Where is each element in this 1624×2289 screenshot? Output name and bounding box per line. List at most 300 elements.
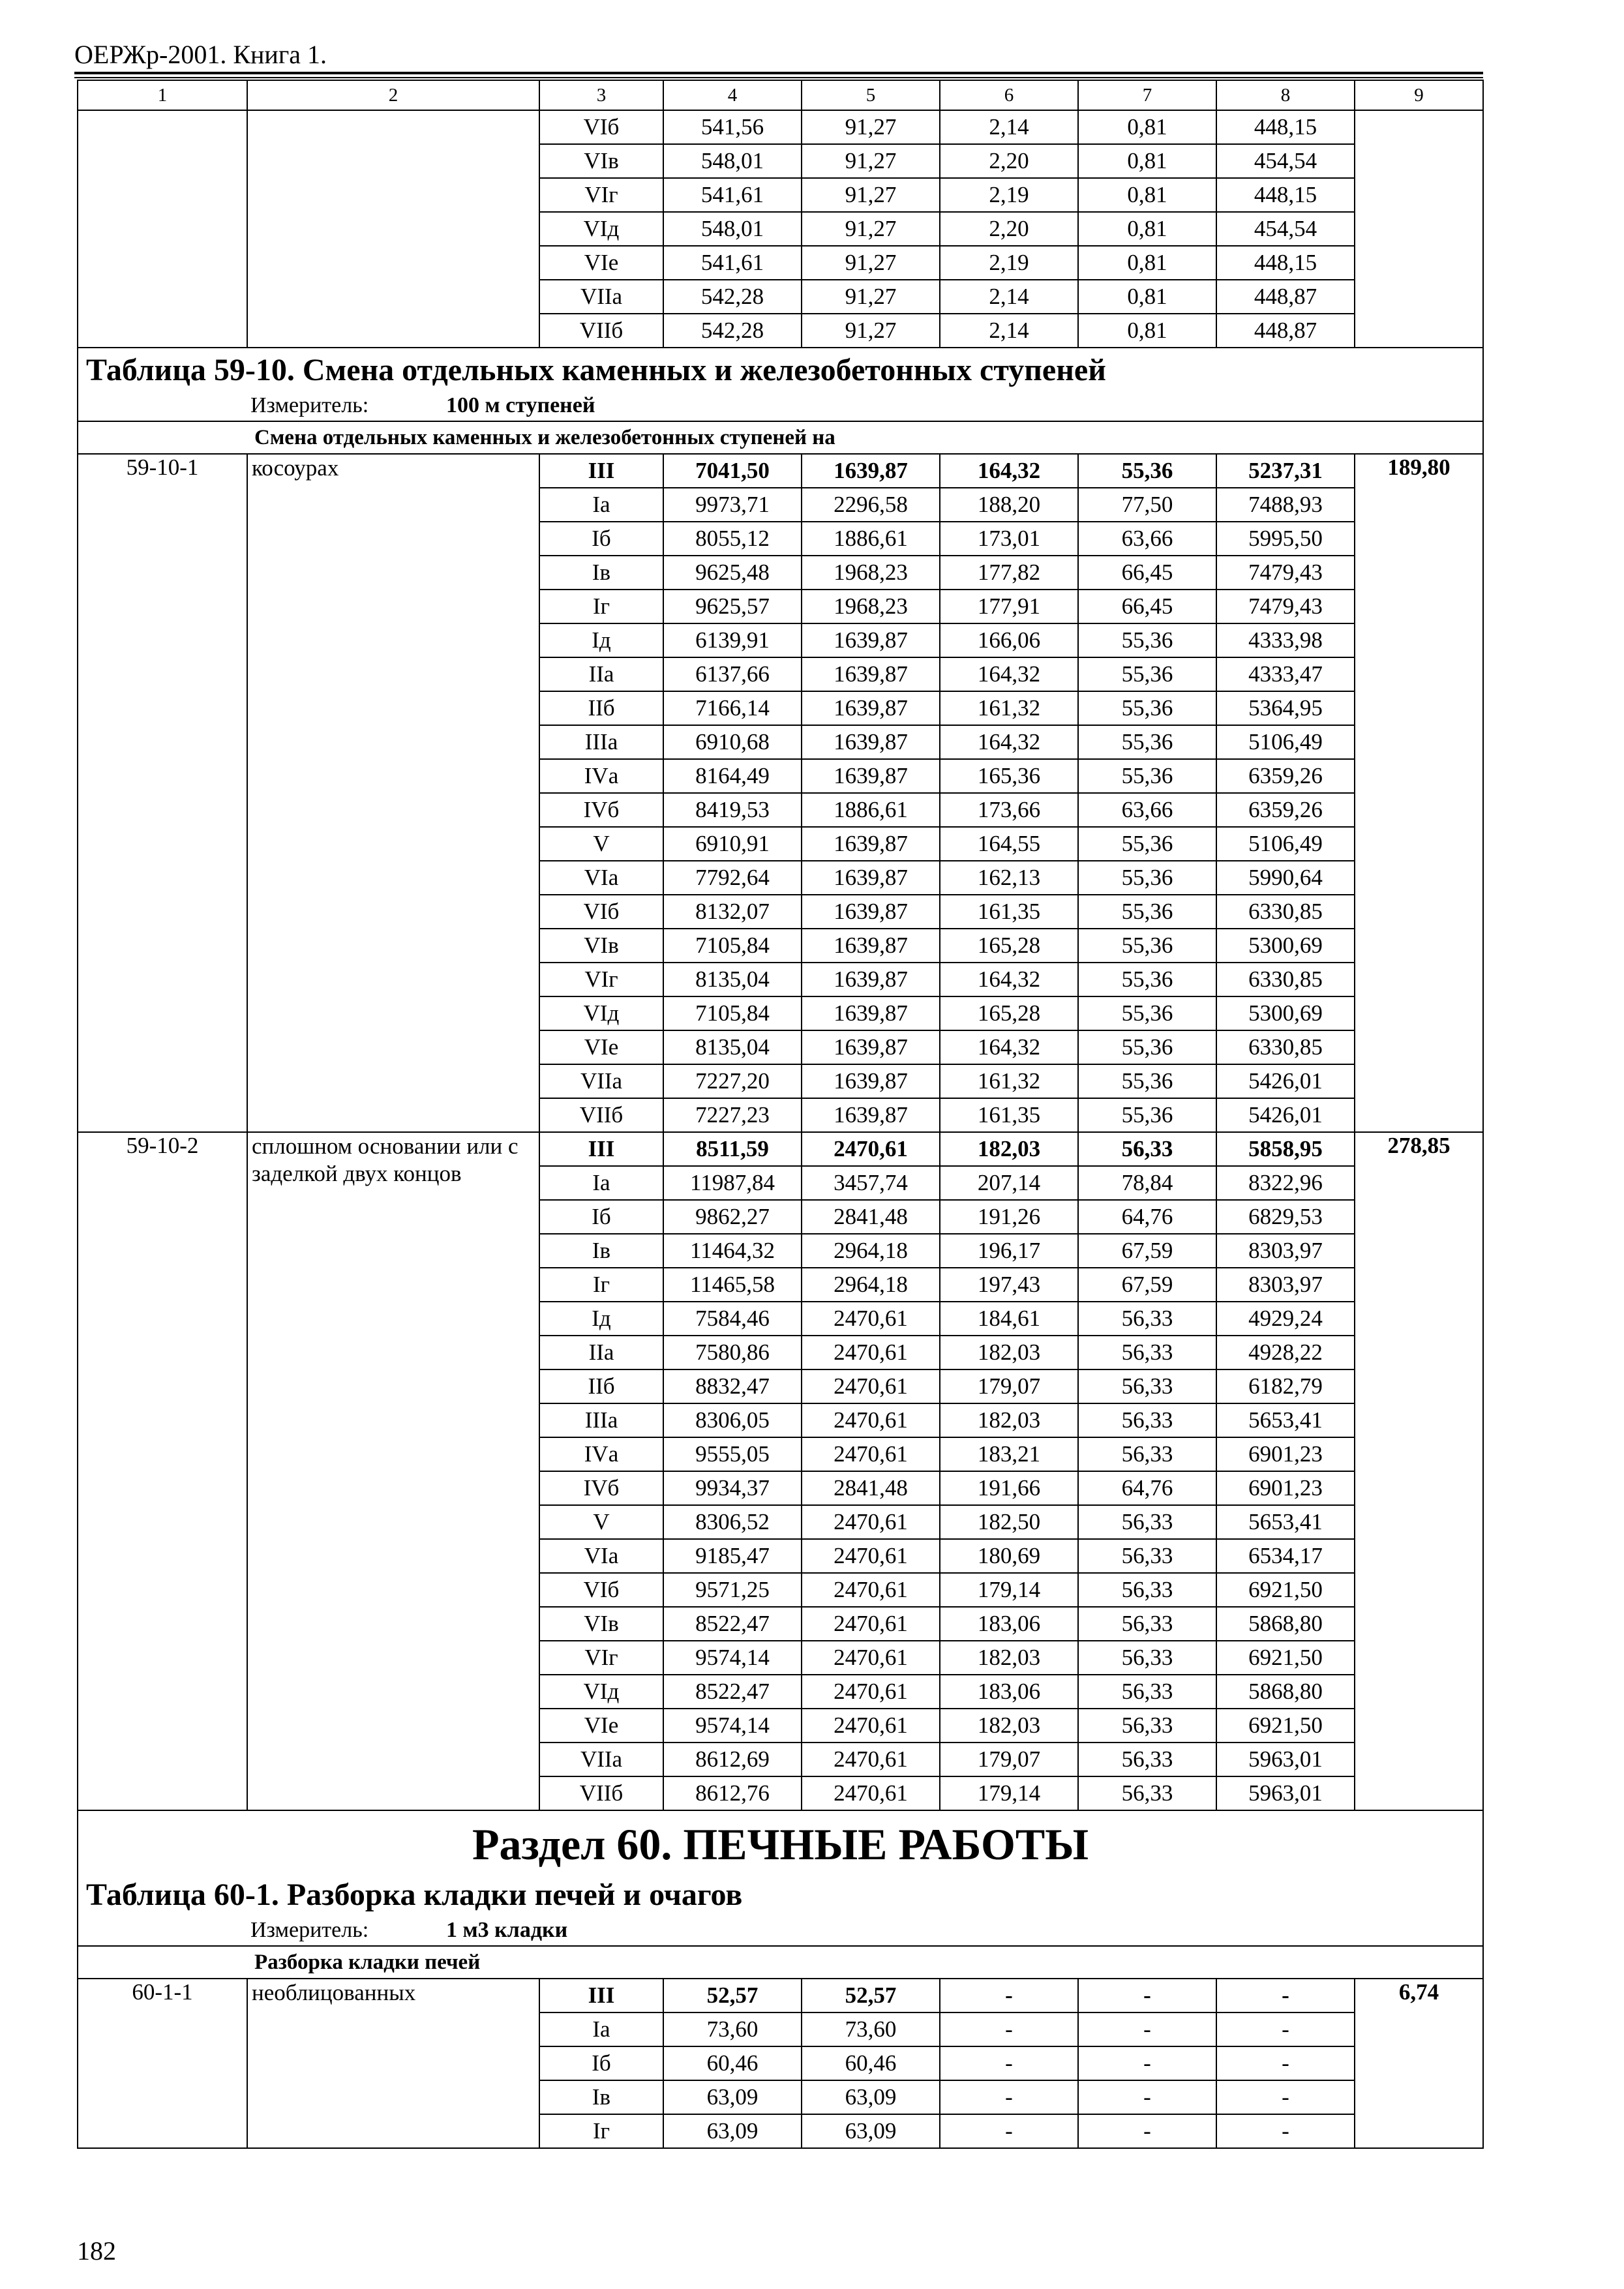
value-cell: 0,81 bbox=[1078, 246, 1216, 280]
value-cell: 2,14 bbox=[940, 110, 1078, 144]
value-cell: 9185,47 bbox=[663, 1539, 802, 1573]
value-cell: 2470,61 bbox=[802, 1641, 940, 1675]
value-cell: 448,87 bbox=[1216, 280, 1355, 314]
region-cell: IIб bbox=[539, 1369, 663, 1403]
region-cell: VIIа bbox=[539, 1064, 663, 1098]
region-cell: Iд bbox=[539, 1302, 663, 1336]
value-cell: 6534,17 bbox=[1216, 1539, 1355, 1573]
table-row bbox=[78, 454, 1483, 488]
value-cell: 6910,68 bbox=[663, 725, 802, 759]
value-cell: 56,33 bbox=[1078, 1709, 1216, 1743]
value-cell: 9973,71 bbox=[663, 488, 802, 522]
value-cell: 179,14 bbox=[940, 1776, 1078, 1810]
value-cell: 63,09 bbox=[802, 2114, 940, 2148]
region-cell: Iг bbox=[539, 590, 663, 623]
page-header: ОЕРЖр-2001. Книга 1. bbox=[74, 40, 327, 69]
value-cell: 7792,64 bbox=[663, 861, 802, 895]
value-cell: 1639,87 bbox=[802, 1098, 940, 1132]
value-cell: 8164,49 bbox=[663, 759, 802, 793]
region-cell: IIа bbox=[539, 657, 663, 691]
value-cell: 164,32 bbox=[940, 454, 1078, 488]
region-cell: VIд bbox=[539, 212, 663, 246]
value-cell: 5868,80 bbox=[1216, 1675, 1355, 1709]
value-cell: 8522,47 bbox=[663, 1675, 802, 1709]
value-cell: 7580,86 bbox=[663, 1336, 802, 1369]
value-cell: 55,36 bbox=[1078, 1064, 1216, 1098]
region-cell: VIе bbox=[539, 246, 663, 280]
value-cell: 6330,85 bbox=[1216, 963, 1355, 996]
value-cell: 5995,50 bbox=[1216, 522, 1355, 556]
subheading-row bbox=[78, 421, 1483, 454]
value-cell: 73,60 bbox=[802, 2012, 940, 2046]
region-cell: Iг bbox=[539, 2114, 663, 2148]
table-title-row bbox=[78, 348, 1483, 421]
value-cell: 6829,53 bbox=[1216, 1200, 1355, 1234]
value-cell: 182,50 bbox=[940, 1505, 1078, 1539]
region-cell: VIа bbox=[539, 861, 663, 895]
value-cell: 184,61 bbox=[940, 1302, 1078, 1336]
value-cell: 1886,61 bbox=[802, 793, 940, 827]
value-cell: 66,45 bbox=[1078, 590, 1216, 623]
value-cell: 55,36 bbox=[1078, 861, 1216, 895]
value-cell: 56,33 bbox=[1078, 1641, 1216, 1675]
item-code: 59-10-1 bbox=[78, 454, 247, 1132]
value-cell: 454,54 bbox=[1216, 212, 1355, 246]
value-cell: 9625,48 bbox=[663, 556, 802, 590]
value-cell: 548,01 bbox=[663, 144, 802, 178]
value-cell: 5858,95 bbox=[1216, 1132, 1355, 1166]
item-total: 278,85 bbox=[1355, 1132, 1483, 1810]
region-cell: VIе bbox=[539, 1709, 663, 1743]
value-cell: 8612,69 bbox=[663, 1743, 802, 1776]
region-cell: Iб bbox=[539, 1200, 663, 1234]
region-cell: III bbox=[539, 454, 663, 488]
value-cell: 7479,43 bbox=[1216, 556, 1355, 590]
value-cell: 5653,41 bbox=[1216, 1505, 1355, 1539]
value-cell: 5990,64 bbox=[1216, 861, 1355, 895]
region-cell: IIIа bbox=[539, 1403, 663, 1437]
measure-label: Измеритель: bbox=[250, 393, 369, 417]
value-cell: - bbox=[1078, 1979, 1216, 2012]
region-cell: VIIб bbox=[539, 1098, 663, 1132]
region-cell: IVа bbox=[539, 1437, 663, 1471]
region-cell: IVб bbox=[539, 793, 663, 827]
value-cell: 5106,49 bbox=[1216, 827, 1355, 861]
value-cell: 55,36 bbox=[1078, 963, 1216, 996]
measure-line bbox=[78, 1915, 1482, 1945]
value-cell: 9625,57 bbox=[663, 590, 802, 623]
value-cell: 2470,61 bbox=[802, 1302, 940, 1336]
value-cell: 179,07 bbox=[940, 1743, 1078, 1776]
value-cell: 164,55 bbox=[940, 827, 1078, 861]
value-cell: 67,59 bbox=[1078, 1234, 1216, 1268]
value-cell: 182,03 bbox=[940, 1641, 1078, 1675]
region-cell: Iв bbox=[539, 2080, 663, 2114]
measure-unit: 100 м ступеней bbox=[446, 393, 595, 417]
empty-total-cell bbox=[1355, 110, 1483, 348]
value-cell: 162,13 bbox=[940, 861, 1078, 895]
value-cell: 56,33 bbox=[1078, 1336, 1216, 1369]
value-cell: 6137,66 bbox=[663, 657, 802, 691]
value-cell: 2964,18 bbox=[802, 1268, 940, 1302]
value-cell: 56,33 bbox=[1078, 1369, 1216, 1403]
value-cell: 56,33 bbox=[1078, 1505, 1216, 1539]
value-cell: 197,43 bbox=[940, 1268, 1078, 1302]
value-cell: 182,03 bbox=[940, 1336, 1078, 1369]
value-cell: 1639,87 bbox=[802, 895, 940, 929]
empty-name-cell bbox=[247, 110, 539, 348]
value-cell: 8612,76 bbox=[663, 1776, 802, 1810]
table-title: Таблица 60-1. Разборка кладки печей и очагов bbox=[86, 1878, 743, 1912]
value-cell: 6901,23 bbox=[1216, 1437, 1355, 1471]
value-cell: 2,19 bbox=[940, 246, 1078, 280]
value-cell: 3457,74 bbox=[802, 1166, 940, 1200]
value-cell: - bbox=[1216, 2012, 1355, 2046]
value-cell: 9571,25 bbox=[663, 1573, 802, 1607]
value-cell: 1639,87 bbox=[802, 623, 940, 657]
value-cell: 2470,61 bbox=[802, 1437, 940, 1471]
value-cell: 0,81 bbox=[1078, 314, 1216, 348]
value-cell: 173,66 bbox=[940, 793, 1078, 827]
value-cell: 5426,01 bbox=[1216, 1064, 1355, 1098]
value-cell: 7105,84 bbox=[663, 929, 802, 963]
region-cell: VIд bbox=[539, 996, 663, 1030]
value-cell: 161,35 bbox=[940, 1098, 1078, 1132]
value-cell: 164,32 bbox=[940, 963, 1078, 996]
value-cell: 4333,47 bbox=[1216, 657, 1355, 691]
value-cell: 56,33 bbox=[1078, 1437, 1216, 1471]
value-cell: - bbox=[1216, 2046, 1355, 2080]
column-numbers-row bbox=[78, 80, 1483, 110]
region-cell: VIIб bbox=[539, 314, 663, 348]
value-cell: 5106,49 bbox=[1216, 725, 1355, 759]
value-cell: 9555,05 bbox=[663, 1437, 802, 1471]
value-cell: 7227,20 bbox=[663, 1064, 802, 1098]
value-cell: 1968,23 bbox=[802, 556, 940, 590]
table-title: Таблица 59-10. Смена отдельных каменных и железобетонных ступеней bbox=[86, 353, 1106, 387]
value-cell: 179,07 bbox=[940, 1369, 1078, 1403]
item-code: 60-1-1 bbox=[78, 1979, 247, 2148]
value-cell: 1639,87 bbox=[802, 861, 940, 895]
region-cell: Iв bbox=[539, 1234, 663, 1268]
value-cell: 542,28 bbox=[663, 314, 802, 348]
value-cell: 7041,50 bbox=[663, 454, 802, 488]
region-cell: VIв bbox=[539, 1607, 663, 1641]
value-cell: 541,56 bbox=[663, 110, 802, 144]
value-cell: 55,36 bbox=[1078, 725, 1216, 759]
value-cell: 64,76 bbox=[1078, 1471, 1216, 1505]
value-cell: 60,46 bbox=[802, 2046, 940, 2080]
value-cell: 6921,50 bbox=[1216, 1709, 1355, 1743]
value-cell: - bbox=[1216, 2114, 1355, 2148]
value-cell: 91,27 bbox=[802, 314, 940, 348]
region-cell: VIб bbox=[539, 1573, 663, 1607]
value-cell: - bbox=[940, 2080, 1078, 2114]
value-cell: 91,27 bbox=[802, 178, 940, 212]
value-cell: 91,27 bbox=[802, 144, 940, 178]
value-cell: 63,66 bbox=[1078, 793, 1216, 827]
value-cell: 5300,69 bbox=[1216, 996, 1355, 1030]
region-cell: IIа bbox=[539, 1336, 663, 1369]
rates-table bbox=[77, 80, 1484, 2149]
value-cell: 2841,48 bbox=[802, 1200, 940, 1234]
header-rule bbox=[74, 72, 1483, 74]
value-cell: 2,14 bbox=[940, 314, 1078, 348]
value-cell: - bbox=[1078, 2080, 1216, 2114]
value-cell: 56,33 bbox=[1078, 1539, 1216, 1573]
item-name: необлицованных bbox=[247, 1979, 539, 2148]
region-cell: IVа bbox=[539, 759, 663, 793]
value-cell: 8303,97 bbox=[1216, 1234, 1355, 1268]
value-cell: 6910,91 bbox=[663, 827, 802, 861]
value-cell: 55,36 bbox=[1078, 1098, 1216, 1132]
value-cell: 541,61 bbox=[663, 178, 802, 212]
region-cell: VIв bbox=[539, 144, 663, 178]
item-code: 59-10-2 bbox=[78, 1132, 247, 1810]
region-cell: Iб bbox=[539, 2046, 663, 2080]
empty-code-cell bbox=[78, 110, 247, 348]
value-cell: 91,27 bbox=[802, 246, 940, 280]
region-cell: V bbox=[539, 1505, 663, 1539]
region-cell: Iг bbox=[539, 1268, 663, 1302]
value-cell: 91,27 bbox=[802, 110, 940, 144]
value-cell: 454,54 bbox=[1216, 144, 1355, 178]
value-cell: 2841,48 bbox=[802, 1471, 940, 1505]
value-cell: 180,69 bbox=[940, 1539, 1078, 1573]
value-cell: 165,28 bbox=[940, 996, 1078, 1030]
value-cell: 11464,32 bbox=[663, 1234, 802, 1268]
value-cell: 55,36 bbox=[1078, 623, 1216, 657]
measure-label: Измеритель: bbox=[250, 1918, 369, 1942]
value-cell: 182,03 bbox=[940, 1403, 1078, 1437]
value-cell: 6359,26 bbox=[1216, 759, 1355, 793]
column-number: 4 bbox=[663, 80, 802, 110]
region-cell: V bbox=[539, 827, 663, 861]
value-cell: 5963,01 bbox=[1216, 1776, 1355, 1810]
value-cell: - bbox=[940, 2046, 1078, 2080]
value-cell: 8303,97 bbox=[1216, 1268, 1355, 1302]
value-cell: 5300,69 bbox=[1216, 929, 1355, 963]
value-cell: 55,36 bbox=[1078, 996, 1216, 1030]
value-cell: 1886,61 bbox=[802, 522, 940, 556]
value-cell: 7166,14 bbox=[663, 691, 802, 725]
value-cell: 183,06 bbox=[940, 1675, 1078, 1709]
region-cell: VIIа bbox=[539, 1743, 663, 1776]
item-name: сплошном основании или с заделкой двух концов bbox=[247, 1132, 539, 1810]
value-cell: 8135,04 bbox=[663, 1030, 802, 1064]
value-cell: 63,66 bbox=[1078, 522, 1216, 556]
value-cell: 6921,50 bbox=[1216, 1573, 1355, 1607]
region-cell: IIб bbox=[539, 691, 663, 725]
value-cell: 2470,61 bbox=[802, 1607, 940, 1641]
value-cell: 56,33 bbox=[1078, 1607, 1216, 1641]
value-cell: 6330,85 bbox=[1216, 1030, 1355, 1064]
value-cell: 2,19 bbox=[940, 178, 1078, 212]
region-cell: VIг bbox=[539, 963, 663, 996]
value-cell: 56,33 bbox=[1078, 1675, 1216, 1709]
region-cell: VIг bbox=[539, 1641, 663, 1675]
value-cell: 2296,58 bbox=[802, 488, 940, 522]
column-number: 2 bbox=[247, 80, 539, 110]
page-number: 182 bbox=[77, 2236, 116, 2266]
column-number: 3 bbox=[539, 80, 663, 110]
region-cell: III bbox=[539, 1132, 663, 1166]
value-cell: 196,17 bbox=[940, 1234, 1078, 1268]
value-cell: 2470,61 bbox=[802, 1132, 940, 1166]
value-cell: 541,61 bbox=[663, 246, 802, 280]
value-cell: - bbox=[1078, 2046, 1216, 2080]
value-cell: 8419,53 bbox=[663, 793, 802, 827]
value-cell: 5426,01 bbox=[1216, 1098, 1355, 1132]
region-cell: VIIб bbox=[539, 1776, 663, 1810]
table-title-row bbox=[78, 1810, 1483, 1946]
region-cell: VIа bbox=[539, 1539, 663, 1573]
value-cell: 1639,87 bbox=[802, 1030, 940, 1064]
column-number: 6 bbox=[940, 80, 1078, 110]
subheading: Смена отдельных каменных и железобетонных ступеней на bbox=[78, 421, 1483, 454]
value-cell: 183,06 bbox=[940, 1607, 1078, 1641]
region-cell: Iд bbox=[539, 623, 663, 657]
value-cell: 6901,23 bbox=[1216, 1471, 1355, 1505]
region-cell: III bbox=[539, 1979, 663, 2012]
value-cell: 11987,84 bbox=[663, 1166, 802, 1200]
value-cell: 188,20 bbox=[940, 488, 1078, 522]
value-cell: 2470,61 bbox=[802, 1539, 940, 1573]
item-total: 6,74 bbox=[1355, 1979, 1483, 2148]
value-cell: 8522,47 bbox=[663, 1607, 802, 1641]
region-cell: Iа bbox=[539, 488, 663, 522]
value-cell: 78,84 bbox=[1078, 1166, 1216, 1200]
value-cell: 2470,61 bbox=[802, 1675, 940, 1709]
value-cell: - bbox=[1078, 2012, 1216, 2046]
value-cell: 1968,23 bbox=[802, 590, 940, 623]
value-cell: 67,59 bbox=[1078, 1268, 1216, 1302]
value-cell: 165,36 bbox=[940, 759, 1078, 793]
column-number: 7 bbox=[1078, 80, 1216, 110]
value-cell: 56,33 bbox=[1078, 1743, 1216, 1776]
value-cell: 177,91 bbox=[940, 590, 1078, 623]
value-cell: 1639,87 bbox=[802, 929, 940, 963]
subheading: Разборка кладки печей bbox=[78, 1946, 1483, 1979]
value-cell: 191,66 bbox=[940, 1471, 1078, 1505]
item-name: косоурах bbox=[247, 454, 539, 1132]
value-cell: 448,15 bbox=[1216, 178, 1355, 212]
measure-unit: 1 м3 кладки bbox=[446, 1918, 568, 1942]
value-cell: 161,35 bbox=[940, 895, 1078, 929]
value-cell: 2470,61 bbox=[802, 1573, 940, 1607]
value-cell: 0,81 bbox=[1078, 178, 1216, 212]
value-cell: 2470,61 bbox=[802, 1743, 940, 1776]
value-cell: 8306,52 bbox=[663, 1505, 802, 1539]
value-cell: 182,03 bbox=[940, 1132, 1078, 1166]
value-cell: 182,03 bbox=[940, 1709, 1078, 1743]
value-cell: 5868,80 bbox=[1216, 1607, 1355, 1641]
value-cell: 66,45 bbox=[1078, 556, 1216, 590]
value-cell: 6139,91 bbox=[663, 623, 802, 657]
value-cell: 7488,93 bbox=[1216, 488, 1355, 522]
value-cell: 5653,41 bbox=[1216, 1403, 1355, 1437]
value-cell: 8306,05 bbox=[663, 1403, 802, 1437]
value-cell: 56,33 bbox=[1078, 1403, 1216, 1437]
region-cell: IVб bbox=[539, 1471, 663, 1505]
value-cell: 6359,26 bbox=[1216, 793, 1355, 827]
region-cell: Iа bbox=[539, 1166, 663, 1200]
column-number: 5 bbox=[802, 80, 940, 110]
table-title-cell bbox=[78, 348, 1483, 421]
value-cell: 8132,07 bbox=[663, 895, 802, 929]
value-cell: 2470,61 bbox=[802, 1776, 940, 1810]
value-cell: 448,87 bbox=[1216, 314, 1355, 348]
value-cell: 1639,87 bbox=[802, 657, 940, 691]
value-cell: 64,76 bbox=[1078, 1200, 1216, 1234]
region-cell: Iа bbox=[539, 2012, 663, 2046]
value-cell: 173,01 bbox=[940, 522, 1078, 556]
value-cell: 1639,87 bbox=[802, 963, 940, 996]
value-cell: 207,14 bbox=[940, 1166, 1078, 1200]
value-cell: 448,15 bbox=[1216, 110, 1355, 144]
region-cell: VIв bbox=[539, 929, 663, 963]
table-row bbox=[78, 1132, 1483, 1166]
region-cell: IIIа bbox=[539, 725, 663, 759]
value-cell: 1639,87 bbox=[802, 691, 940, 725]
region-cell: Iб bbox=[539, 522, 663, 556]
value-cell: 55,36 bbox=[1078, 827, 1216, 861]
value-cell: 55,36 bbox=[1078, 454, 1216, 488]
region-cell: VIе bbox=[539, 1030, 663, 1064]
value-cell: 1639,87 bbox=[802, 1064, 940, 1098]
value-cell: 1639,87 bbox=[802, 827, 940, 861]
table-row bbox=[78, 110, 1483, 144]
value-cell: 9574,14 bbox=[663, 1709, 802, 1743]
region-cell: VIIа bbox=[539, 280, 663, 314]
value-cell: 55,36 bbox=[1078, 691, 1216, 725]
value-cell: 52,57 bbox=[663, 1979, 802, 2012]
value-cell: 8055,12 bbox=[663, 522, 802, 556]
column-number: 9 bbox=[1355, 80, 1483, 110]
value-cell: 7479,43 bbox=[1216, 590, 1355, 623]
value-cell: 1639,87 bbox=[802, 996, 940, 1030]
value-cell: 9862,27 bbox=[663, 1200, 802, 1234]
value-cell: 8511,59 bbox=[663, 1132, 802, 1166]
value-cell: 548,01 bbox=[663, 212, 802, 246]
value-cell: 542,28 bbox=[663, 280, 802, 314]
rates-table-body bbox=[78, 80, 1483, 2148]
value-cell: 55,36 bbox=[1078, 657, 1216, 691]
value-cell: 1639,87 bbox=[802, 759, 940, 793]
table-title-cell bbox=[78, 1810, 1483, 1946]
value-cell: 177,82 bbox=[940, 556, 1078, 590]
value-cell: 7584,46 bbox=[663, 1302, 802, 1336]
value-cell: 56,33 bbox=[1078, 1132, 1216, 1166]
value-cell: 0,81 bbox=[1078, 212, 1216, 246]
value-cell: 448,15 bbox=[1216, 246, 1355, 280]
value-cell: 5237,31 bbox=[1216, 454, 1355, 488]
value-cell: 63,09 bbox=[663, 2080, 802, 2114]
value-cell: 56,33 bbox=[1078, 1302, 1216, 1336]
value-cell: 2,20 bbox=[940, 212, 1078, 246]
value-cell: 52,57 bbox=[802, 1979, 940, 2012]
region-cell: VIг bbox=[539, 178, 663, 212]
value-cell: 2,14 bbox=[940, 280, 1078, 314]
value-cell: 164,32 bbox=[940, 657, 1078, 691]
subheading-row bbox=[78, 1946, 1483, 1979]
value-cell: 191,26 bbox=[940, 1200, 1078, 1234]
value-cell: 2470,61 bbox=[802, 1369, 940, 1403]
value-cell: - bbox=[1216, 1979, 1355, 2012]
header-rule-thin bbox=[74, 77, 1483, 78]
value-cell: - bbox=[940, 1979, 1078, 2012]
value-cell: 91,27 bbox=[802, 280, 940, 314]
